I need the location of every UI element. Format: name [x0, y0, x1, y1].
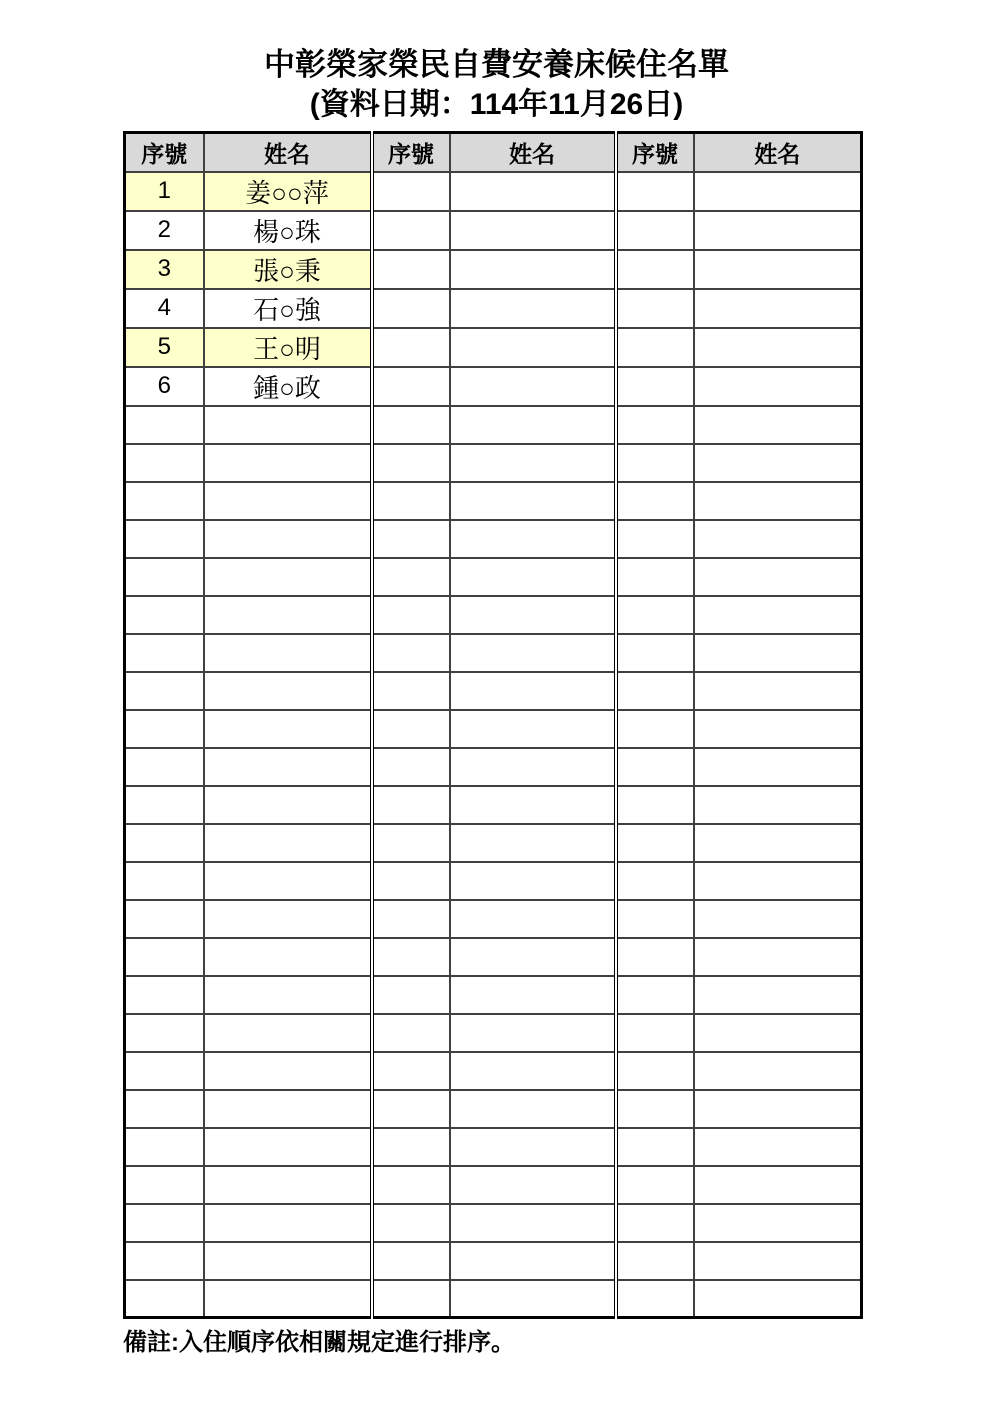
name-cell: [450, 1052, 616, 1090]
serial-cell: [616, 824, 694, 862]
serial-cell: [125, 558, 204, 596]
serial-cell: [372, 250, 450, 289]
name-cell: [204, 1090, 372, 1128]
name-cell: [694, 1128, 862, 1166]
serial-cell: [125, 900, 204, 938]
serial-cell: [616, 596, 694, 634]
serial-cell: [372, 1280, 450, 1318]
name-cell: [450, 444, 616, 482]
name-cell: [694, 672, 862, 710]
name-cell: [694, 1166, 862, 1204]
serial-cell: [125, 596, 204, 634]
name-cell: [694, 172, 862, 211]
name-cell: [450, 558, 616, 596]
serial-cell: [125, 672, 204, 710]
name-cell: [204, 786, 372, 824]
name-cell: [204, 1128, 372, 1166]
name-cell: [694, 1052, 862, 1090]
name-cell: [450, 367, 616, 406]
header-serial-2: 序號: [372, 133, 450, 172]
name-cell: [204, 520, 372, 558]
table-body: [125, 172, 862, 1318]
serial-cell: [372, 938, 450, 976]
serial-cell: [125, 1128, 204, 1166]
table-row: [125, 250, 862, 289]
serial-cell: [616, 1242, 694, 1280]
serial-cell: 6: [125, 367, 204, 406]
name-cell: 鍾○政: [204, 367, 372, 406]
serial-cell: [125, 444, 204, 482]
serial-cell: [125, 748, 204, 786]
table-row: [125, 211, 862, 250]
name-cell: [694, 482, 862, 520]
serial-cell: [616, 367, 694, 406]
serial-cell: [616, 710, 694, 748]
serial-cell: [616, 1052, 694, 1090]
serial-cell: [125, 786, 204, 824]
table-row: [125, 786, 862, 824]
serial-cell: [372, 1166, 450, 1204]
name-cell: [694, 938, 862, 976]
table-row: [125, 1242, 862, 1280]
name-cell: [694, 1090, 862, 1128]
name-cell: [694, 211, 862, 250]
serial-cell: [372, 634, 450, 672]
name-cell: [450, 482, 616, 520]
table-row: [125, 1090, 862, 1128]
serial-cell: [616, 250, 694, 289]
name-cell: [450, 1014, 616, 1052]
serial-cell: [616, 748, 694, 786]
name-cell: [450, 250, 616, 289]
serial-cell: [125, 1242, 204, 1280]
serial-cell: [372, 289, 450, 328]
serial-cell: [372, 520, 450, 558]
serial-cell: [616, 786, 694, 824]
table-row: [125, 1052, 862, 1090]
serial-cell: 1: [125, 172, 204, 211]
name-cell: 姜○○萍: [204, 172, 372, 211]
name-cell: [694, 367, 862, 406]
name-cell: [204, 938, 372, 976]
serial-cell: [372, 710, 450, 748]
table-row: [125, 672, 862, 710]
serial-cell: [125, 862, 204, 900]
serial-cell: [616, 1090, 694, 1128]
serial-cell: [616, 938, 694, 976]
name-cell: [204, 444, 372, 482]
serial-cell: [616, 1204, 694, 1242]
table-row: [125, 1280, 862, 1318]
name-cell: [694, 1014, 862, 1052]
name-cell: [694, 748, 862, 786]
name-cell: [450, 406, 616, 444]
name-cell: [204, 1204, 372, 1242]
name-cell: [450, 900, 616, 938]
table-row: [125, 482, 862, 520]
name-cell: [450, 1090, 616, 1128]
name-cell: [694, 1280, 862, 1318]
name-cell: [204, 748, 372, 786]
name-cell: [450, 211, 616, 250]
serial-cell: [125, 1166, 204, 1204]
name-cell: [450, 1204, 616, 1242]
header-name-1: 姓名: [204, 133, 372, 172]
table-row: [125, 328, 862, 367]
serial-cell: [372, 406, 450, 444]
table-row: [125, 367, 862, 406]
serial-cell: [125, 938, 204, 976]
name-cell: [450, 328, 616, 367]
name-cell: [694, 558, 862, 596]
serial-cell: [616, 672, 694, 710]
name-cell: [694, 634, 862, 672]
serial-cell: [372, 1052, 450, 1090]
name-cell: [204, 824, 372, 862]
serial-cell: [616, 289, 694, 328]
name-cell: [204, 1014, 372, 1052]
name-cell: [694, 824, 862, 862]
name-cell: [204, 862, 372, 900]
serial-cell: [616, 976, 694, 1014]
serial-cell: [616, 328, 694, 367]
serial-cell: [616, 900, 694, 938]
serial-cell: [616, 862, 694, 900]
name-cell: [450, 824, 616, 862]
table-row: [125, 938, 862, 976]
name-cell: [450, 634, 616, 672]
name-cell: [694, 1242, 862, 1280]
table-row: [125, 824, 862, 862]
page-title: 中彰榮家榮民自費安養床候住名單: [264, 47, 729, 82]
serial-cell: [616, 172, 694, 211]
name-cell: [450, 786, 616, 824]
name-cell: 石○強: [204, 289, 372, 328]
table-row: [125, 862, 862, 900]
name-cell: [204, 406, 372, 444]
serial-cell: [616, 1280, 694, 1318]
name-cell: [694, 444, 862, 482]
name-cell: 張○秉: [204, 250, 372, 289]
table-row: [125, 172, 862, 211]
serial-cell: [372, 444, 450, 482]
header-name-3: 姓名: [694, 133, 862, 172]
serial-cell: [616, 482, 694, 520]
serial-cell: [372, 1204, 450, 1242]
serial-cell: [616, 634, 694, 672]
table-row: [125, 900, 862, 938]
serial-cell: 5: [125, 328, 204, 367]
serial-cell: [616, 558, 694, 596]
table-row: [125, 444, 862, 482]
table-header-row: [125, 133, 862, 172]
name-cell: [204, 710, 372, 748]
serial-cell: [372, 211, 450, 250]
serial-cell: [125, 710, 204, 748]
name-cell: [450, 1128, 616, 1166]
serial-cell: [372, 748, 450, 786]
serial-cell: [372, 328, 450, 367]
name-cell: [694, 596, 862, 634]
name-cell: [694, 710, 862, 748]
serial-cell: [125, 1014, 204, 1052]
name-cell: [450, 748, 616, 786]
serial-cell: [125, 634, 204, 672]
serial-cell: [125, 520, 204, 558]
name-cell: [450, 1166, 616, 1204]
serial-cell: [616, 444, 694, 482]
serial-cell: [372, 558, 450, 596]
table-row: [125, 289, 862, 328]
serial-cell: [372, 824, 450, 862]
serial-cell: [372, 482, 450, 520]
serial-cell: 4: [125, 289, 204, 328]
name-cell: [450, 596, 616, 634]
serial-cell: [616, 406, 694, 444]
name-cell: [694, 976, 862, 1014]
serial-cell: [372, 862, 450, 900]
footnote: 備註:入住順序依相關規定進行排序。: [123, 1329, 515, 1356]
table-row: [125, 1166, 862, 1204]
name-cell: [694, 289, 862, 328]
name-cell: [694, 1204, 862, 1242]
name-cell: [450, 1242, 616, 1280]
name-cell: [450, 672, 616, 710]
table-row: [125, 748, 862, 786]
serial-cell: [372, 1242, 450, 1280]
name-cell: [450, 938, 616, 976]
name-cell: [450, 862, 616, 900]
table-row: [125, 976, 862, 1014]
name-cell: [694, 250, 862, 289]
name-cell: [204, 1166, 372, 1204]
name-cell: [204, 634, 372, 672]
serial-cell: [616, 1128, 694, 1166]
table-row: [125, 596, 862, 634]
table-row: [125, 558, 862, 596]
serial-cell: [125, 1204, 204, 1242]
serial-cell: [372, 367, 450, 406]
serial-cell: [616, 520, 694, 558]
table-row: [125, 406, 862, 444]
name-cell: [694, 520, 862, 558]
serial-cell: 3: [125, 250, 204, 289]
table-row: [125, 1128, 862, 1166]
serial-cell: [125, 1280, 204, 1318]
name-cell: [204, 1052, 372, 1090]
name-cell: [450, 520, 616, 558]
serial-cell: [372, 1128, 450, 1166]
serial-cell: [125, 976, 204, 1014]
name-cell: [204, 900, 372, 938]
serial-cell: [372, 976, 450, 1014]
serial-cell: [616, 211, 694, 250]
name-cell: [204, 482, 372, 520]
page-subtitle: (資料日期：114年11月26日): [309, 88, 684, 121]
serial-cell: 2: [125, 211, 204, 250]
name-cell: [450, 1280, 616, 1318]
table-row: [125, 634, 862, 672]
name-cell: 王○明: [204, 328, 372, 367]
serial-cell: [125, 824, 204, 862]
name-cell: [204, 558, 372, 596]
serial-cell: [125, 1090, 204, 1128]
name-cell: [694, 406, 862, 444]
serial-cell: [616, 1014, 694, 1052]
serial-cell: [125, 406, 204, 444]
name-cell: [450, 289, 616, 328]
serial-cell: [372, 786, 450, 824]
name-cell: [204, 1280, 372, 1318]
name-cell: 楊○珠: [204, 211, 372, 250]
serial-cell: [372, 900, 450, 938]
serial-cell: [125, 482, 204, 520]
name-cell: [450, 976, 616, 1014]
name-cell: [694, 786, 862, 824]
name-cell: [450, 710, 616, 748]
waitlist-table: [123, 131, 863, 1319]
serial-cell: [372, 672, 450, 710]
header-name-2: 姓名: [450, 133, 616, 172]
serial-cell: [616, 1166, 694, 1204]
name-cell: [694, 900, 862, 938]
table-row: [125, 710, 862, 748]
name-cell: [450, 172, 616, 211]
name-cell: [204, 1242, 372, 1280]
header-serial-3: 序號: [616, 133, 694, 172]
serial-cell: [372, 1090, 450, 1128]
serial-cell: [372, 596, 450, 634]
name-cell: [694, 328, 862, 367]
name-cell: [204, 672, 372, 710]
name-cell: [204, 596, 372, 634]
serial-cell: [372, 1014, 450, 1052]
header-serial-1: 序號: [125, 133, 204, 172]
name-cell: [694, 862, 862, 900]
serial-cell: [125, 1052, 204, 1090]
table-row: [125, 1204, 862, 1242]
name-cell: [204, 976, 372, 1014]
table-row: [125, 1014, 862, 1052]
serial-cell: [372, 172, 450, 211]
table-row: [125, 520, 862, 558]
